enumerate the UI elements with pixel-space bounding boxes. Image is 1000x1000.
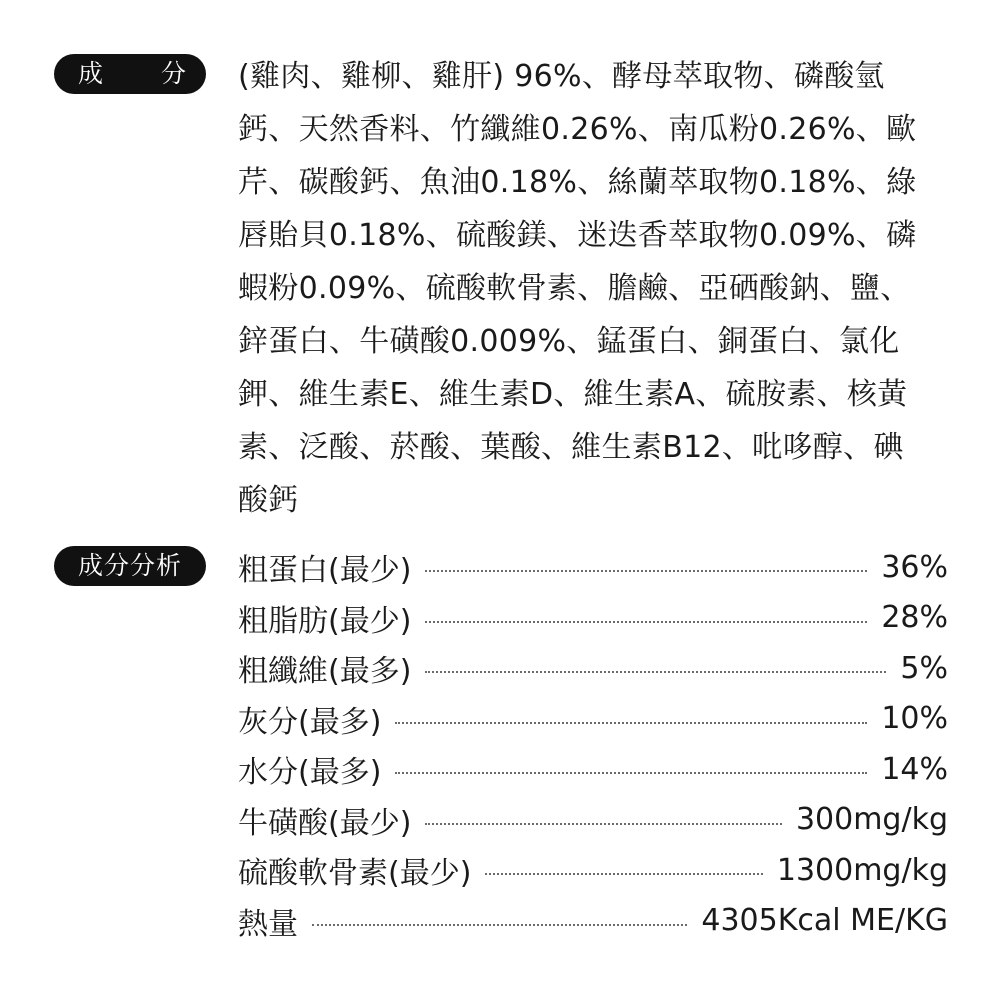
- analysis-row-name: 粗脂肪(最少): [238, 603, 412, 639]
- dotted-leader: [425, 570, 867, 572]
- analysis-row-value: 36%: [881, 549, 948, 585]
- analysis-row-value: 28%: [881, 600, 948, 636]
- analysis-row-name: 硫酸軟骨素(最少): [238, 856, 472, 892]
- analysis-table: [238, 542, 948, 946]
- ingredients-line-3: 芹、碳酸鈣、魚油0.18%、絲蘭萃取物0.18%、綠: [238, 165, 917, 200]
- analysis-row: [238, 845, 948, 896]
- ingredients-line-6: 鋅蛋白、牛磺酸0.009%、錳蛋白、銅蛋白、氯化: [238, 324, 900, 359]
- analysis-row-name: 粗蛋白(最少): [238, 553, 412, 589]
- analysis-row: [238, 896, 948, 947]
- analysis-row: [238, 593, 948, 644]
- ingredients-line-2: 鈣、天然香料、竹纖維0.26%、南瓜粉0.26%、歐: [238, 112, 917, 147]
- dotted-leader: [485, 873, 762, 875]
- analysis-label: 成分分析: [54, 546, 206, 586]
- ingredients-line-1: (雞肉、雞柳、雞肝) 96%、酵母萃取物、磷酸氫: [238, 59, 885, 94]
- ingredients-line-8: 素、泛酸、菸酸、葉酸、維生素B12、吡哆醇、碘: [238, 430, 904, 465]
- analysis-row-value: 5%: [900, 650, 948, 686]
- analysis-row-value: 10%: [881, 701, 948, 737]
- ingredients-list: [238, 50, 950, 527]
- dotted-leader: [312, 924, 687, 926]
- analysis-row-name: 牛磺酸(最少): [238, 805, 412, 841]
- analysis-row-name: 熱量: [238, 906, 298, 942]
- analysis-row: [238, 643, 948, 694]
- dotted-leader: [395, 722, 867, 724]
- analysis-row-value: 1300mg/kg: [776, 852, 948, 888]
- dotted-leader: [425, 671, 886, 673]
- dotted-leader: [425, 621, 867, 623]
- ingredients-label-char-2: 分: [160, 59, 186, 88]
- dotted-leader: [395, 772, 867, 774]
- analysis-row: [238, 694, 948, 745]
- dotted-leader: [425, 823, 782, 825]
- analysis-row-name: 水分(最多): [238, 755, 382, 791]
- ingredients-line-7: 鉀、維生素E、維生素D、維生素A、硫胺素、核黃: [238, 377, 908, 412]
- analysis-row-value: 14%: [881, 751, 948, 787]
- ingredients-line-4: 唇貽貝0.18%、硫酸鎂、迷迭香萃取物0.09%、磷: [238, 218, 917, 253]
- analysis-row-name: 粗纖維(最多): [238, 654, 412, 690]
- ingredients-label: [54, 54, 206, 94]
- analysis-row-name: 灰分(最多): [238, 704, 382, 740]
- analysis-row: [238, 744, 948, 795]
- analysis-row-value: 4305Kcal ME/KG: [701, 903, 948, 939]
- analysis-row-value: 300mg/kg: [795, 802, 948, 838]
- ingredients-label-char-1: 成: [78, 59, 104, 88]
- ingredients-line-9: 酸鈣: [238, 483, 299, 518]
- analysis-row: [238, 542, 948, 593]
- analysis-row: [238, 795, 948, 846]
- ingredients-line-5: 蝦粉0.09%、硫酸軟骨素、膽鹼、亞硒酸鈉、鹽、: [238, 271, 911, 306]
